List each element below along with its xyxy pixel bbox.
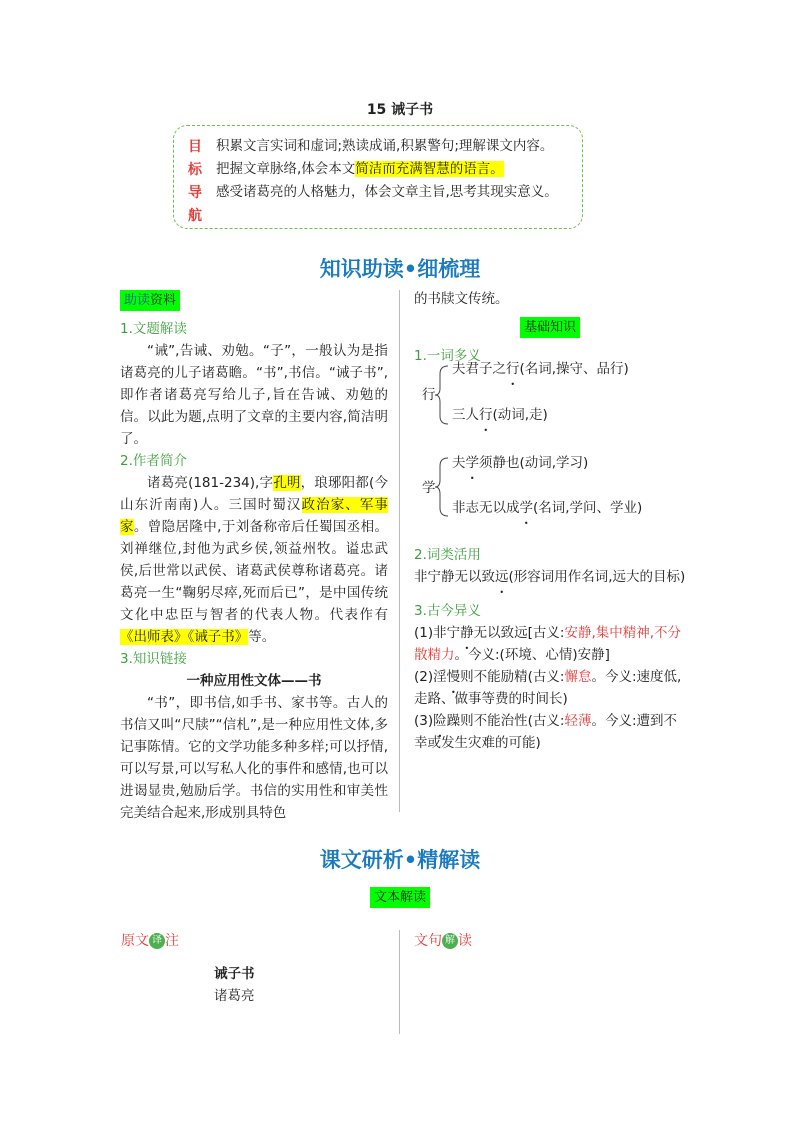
- section-heading-analysis: 课文研析•精解读: [319, 848, 481, 872]
- polysemy-char: 学: [422, 480, 436, 496]
- goal-char: 导: [188, 185, 202, 201]
- subsection-title: 1.一词多义: [414, 348, 481, 364]
- ancient-modern-item: (1)非宁静无以致远[古义:安静,集中精神,不分散精力。今义:(环境、心情)安静]: [414, 625, 682, 663]
- highlight: 政治家、军事家: [120, 497, 388, 535]
- column-header-sentence: 文句 解 读: [414, 933, 472, 949]
- tag-reading-material: 助读资料: [120, 290, 180, 311]
- subsection-title: 3.古今异义: [414, 603, 481, 619]
- goal-line-2: 把握文章脉络,体会本文简洁而充满智慧的语言。: [216, 161, 504, 177]
- paragraph: “书”，即书信,如手书、家书等。古人的书信又叫“尺牍”“信札”,是一种应用性文体,多记事陈情。它的文学功能多种多样;可以抒情,可以写景,可以写私人化的事件和感情,也可以进谒显贵,勉励后学。书信的实用性和审美性完美结合起来,形成别具特色: [120, 695, 388, 821]
- ancient-modern-item: (2)淫慢则不能励精(古义:懈怠。今义:速度低,走路、做事等费的时间长): [414, 669, 682, 707]
- goal-char: 目: [188, 139, 202, 155]
- subsection-title: 2.作者简介: [120, 453, 187, 469]
- doc-title: 诫子书: [214, 966, 255, 982]
- polysemy-example: 非志无以成学(名词,学问、学业): [452, 500, 643, 516]
- circle-icon: 解: [442, 933, 458, 949]
- highlight: 孔明: [273, 475, 301, 491]
- doc-author: 诸葛亮: [214, 988, 255, 1004]
- tag-text-analysis: 文本解读: [370, 887, 430, 908]
- polysemy-example: 夫学须静也(动词,学习): [452, 455, 589, 471]
- tag-basic-knowledge: 基础知识: [520, 317, 580, 338]
- paragraph: “诫”,告诫、劝勉。“子”，一般认为是指诸葛亮的儿子诸葛瞻。“书”,书信。“诫子书”,即作者诸葛亮写给儿子,旨在告诫、劝勉的信。以此为题,点明了文章的主要内容,简洁明了。: [120, 343, 388, 447]
- goal-label: [188, 136, 206, 228]
- subsection-title: 2.词类活用: [414, 547, 481, 563]
- brace-icon: [434, 364, 450, 426]
- goal-list: [216, 135, 576, 204]
- column-divider: [399, 930, 400, 1034]
- goal-line-3: 感受诸葛亮的人格魅力，体会文章主旨,思考其现实意义。: [216, 184, 558, 200]
- subsection-title: 3.知识链接: [120, 651, 187, 667]
- right-column: [414, 288, 686, 367]
- paragraph: 非宁静无以致远(形容词用作名词,远大的目标): [414, 569, 686, 585]
- page-title: 15 诫子书: [366, 102, 434, 118]
- subheading: 一种应用性文体——书: [186, 673, 322, 689]
- section-heading-knowledge: 知识助读•细梳理: [319, 257, 481, 281]
- word-class-section: [414, 544, 686, 754]
- goal-char: 航: [188, 208, 202, 224]
- goal-line-1: 积累文言实词和虚词;熟读成诵,积累警句;理解课文内容。: [216, 138, 554, 154]
- column-divider: [399, 290, 400, 812]
- subsection-title: 1.文题解读: [120, 321, 187, 337]
- paragraph: 诸葛亮(181-234),字孔明，琅琊阳都(今山东沂南南)人。三国时蜀汉政治家、军事家。曾隐居隆中,于刘备称帝后任蜀国丞相。刘禅继位,封他为武乡侯,领益州牧。谥忠武侯,后世常以武侯、诸葛武侯尊称诸葛亮。诸葛亮一生“鞠躬尽瘁,死而后已”，是中国传统文化中忠臣与智者的代表人物。代表作有《出师表》《诫子书》等。: [120, 475, 389, 645]
- circle-icon: 译: [149, 933, 165, 949]
- highlight: 《出师表》《诫子书》: [120, 629, 249, 645]
- polysemy-char: 行: [422, 387, 436, 403]
- goal-char: 标: [188, 162, 202, 178]
- left-column: [120, 289, 388, 824]
- highlight: 简洁而充满智慧的语言。: [355, 161, 504, 177]
- polysemy-example: 三人行(动词,走): [452, 407, 548, 423]
- polysemy-example: 夫君子之行(名词,操守、品行): [452, 361, 629, 377]
- column-header-original: 原文 译 注: [121, 933, 179, 949]
- brace-icon: [434, 456, 450, 518]
- ancient-modern-item: (3)险躁则不能治性(古义:轻薄。今义:遭到不幸或发生灾难的可能): [414, 713, 678, 751]
- paragraph-continuation: 的书牍文传统。: [414, 291, 509, 307]
